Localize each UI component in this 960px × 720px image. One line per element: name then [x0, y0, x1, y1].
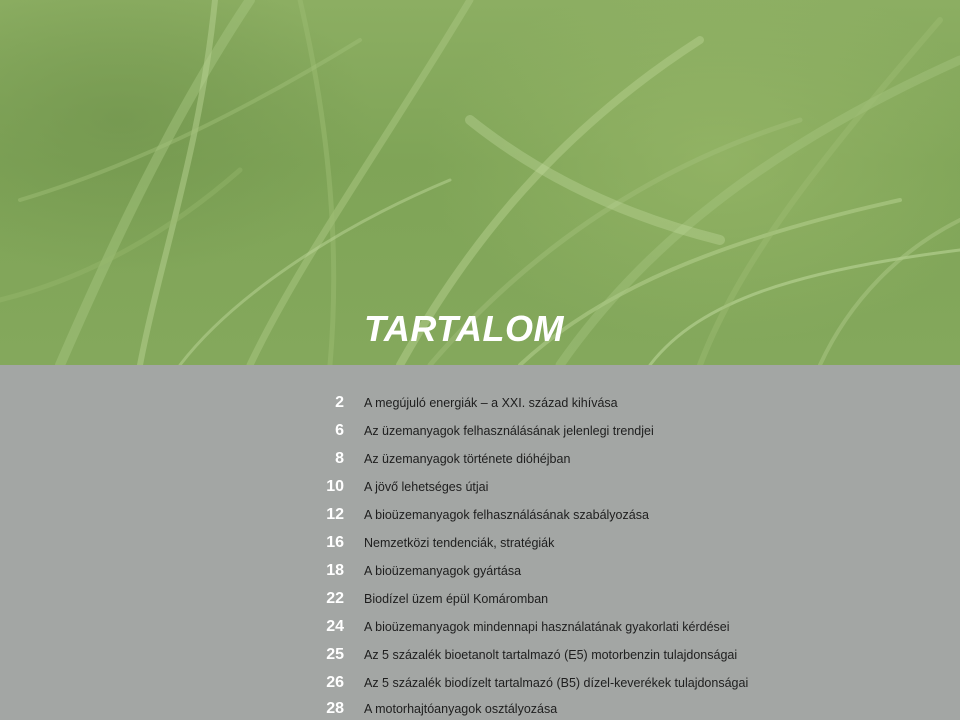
- toc-entry[interactable]: [0, 504, 960, 526]
- toc-entry-title: A bioüzemanyagok mindennapi használatának gyakorlati kérdései: [364, 620, 730, 634]
- toc-entry-title: A motorhajtóanyagok osztályozása: [364, 702, 558, 716]
- toc-entry[interactable]: [0, 698, 960, 720]
- toc-entry-title: Nemzetközi tendenciák, stratégiák: [364, 536, 555, 550]
- toc-entry[interactable]: [0, 560, 960, 582]
- toc-entry[interactable]: [0, 616, 960, 638]
- toc-entry[interactable]: [0, 532, 960, 554]
- toc-page-number: 18: [326, 562, 344, 579]
- toc-page-number: 10: [326, 478, 344, 495]
- toc-entry-title: Az 5 százalék biodízelt tartalmazó (B5) dízel-keverékek tulajdonságai: [364, 676, 749, 690]
- toc-page-number: 22: [326, 590, 344, 607]
- toc-entry[interactable]: [0, 420, 960, 442]
- page-title: TARTALOM: [364, 308, 564, 349]
- toc-entry-title: Az üzemanyagok története dióhéjban: [364, 452, 571, 466]
- toc-page-number: 16: [326, 534, 344, 551]
- toc-entry[interactable]: [0, 644, 960, 666]
- toc-entry-title: Az 5 százalék bioetanolt tartalmazó (E5) motorbenzin tulajdonságai: [364, 648, 738, 662]
- toc-page-number: 8: [335, 450, 344, 467]
- toc-page-number: 6: [335, 422, 344, 439]
- toc-entry-title: Az üzemanyagok felhasználásának jelenlegi trendjei: [364, 424, 654, 438]
- toc-page-number: 26: [326, 674, 344, 691]
- toc-entry-title: A bioüzemanyagok felhasználásának szabályozása: [364, 508, 649, 522]
- toc-page-number: 25: [326, 646, 344, 663]
- toc-page-number: 2: [335, 394, 344, 411]
- toc-entry-title: Biodízel üzem épül Komáromban: [364, 592, 549, 606]
- toc-page-number: 24: [326, 618, 344, 635]
- toc-entry-title: A jövő lehetséges útjai: [364, 480, 489, 494]
- toc-entry[interactable]: [0, 588, 960, 610]
- toc-entry[interactable]: [0, 392, 960, 414]
- toc-entry[interactable]: [0, 476, 960, 498]
- toc-entry-title: A bioüzemanyagok gyártása: [364, 564, 522, 578]
- toc-entry[interactable]: [0, 448, 960, 470]
- toc-entry-title: A megújuló energiák – a XXI. század kihívása: [364, 396, 618, 410]
- toc-page-number: 12: [326, 506, 344, 523]
- toc-page-number: 28: [326, 700, 344, 717]
- toc-entry[interactable]: [0, 672, 960, 694]
